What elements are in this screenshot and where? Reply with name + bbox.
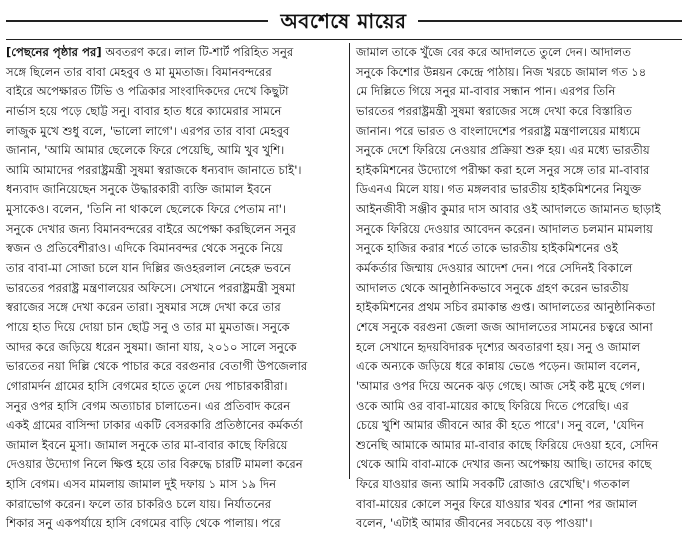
article-line [6,416,343,436]
article-line [356,161,682,181]
article-line-text: জামাল ইবনে মুসা। জামাল সনুকে তার মা-বাবার কাছে ফিরিয়ে [6,437,288,452]
article-line-text: বাইরে অপেক্ষারত টিভি ও পত্রিকার সাংবাদিকদের দেখে কিছুটা [6,84,289,99]
article-line-text: কারাভোগ করেন। ফলে তার চাকরিও চলে যায়। নির্যাতনের [6,496,272,511]
article-line [6,436,343,456]
article-line-text: সনুকে ফিরিয়ে দেওয়ার আবেদন করেন। আদালত চলমান মামলায় [356,221,653,236]
article-line-text: থেকে আমি বাবা-মাকে দেখার জন্য অপেক্ষায় আছি। তাদের কাছে [356,457,652,472]
article-line-text: তার বাবা-মা সোজা চলে যান দিল্লির জওহরলাল নেহেরু ভবনে [6,261,291,276]
article-line-text: সনুকে হাজির করার শর্তে তাকে ভারতীয় হাইকমিশনের ওই [356,241,618,256]
article-line [356,377,682,397]
article-line [356,180,682,200]
article-line [6,495,343,515]
article-line-text: অবতরণ করে। লাল টি-শার্ট পরিহিত সনুর [101,45,294,59]
article-line [356,239,682,259]
article-line-text: শুনেছি আমাকে আমার মা-বাবার কাছে ফিরিয়ে দেওয়া হবে, সেদিন [356,437,659,452]
article-line [6,338,343,358]
article-line [356,416,682,436]
article-line [6,279,343,299]
article-line-text: ভারতের পররাষ্ট্রমন্ত্রী সুষমা স্বরাজের সঙ্গে দেখা করে বিস্তারিত [356,103,632,118]
column-divider [349,43,350,479]
article-line [6,259,343,279]
article-line-text: আমি আমাদের পররাষ্ট্রমন্ত্রী সুষমা স্বরাজকে ধন্যবাদ জানাতে চাই'। [6,162,302,177]
article-line [6,102,343,122]
article-line-text: বাবা-মায়ের কোলে সনুর ফিরে যাওয়ার খবর শোনা পর জামাল [356,496,638,511]
article-line [6,239,343,259]
article-line [356,338,682,358]
article-line-text: কর্মকর্তার জিম্মায় দেওয়ার আদেশ দেন। পরে সেদিনই বিকালে [356,261,633,276]
article-line [6,318,343,338]
article-line [356,436,682,456]
top-rule [6,39,682,40]
article-line [6,357,343,377]
article-line [356,43,682,63]
article-line [356,495,682,515]
article-line [6,298,343,318]
article-line [356,397,682,417]
article-line-text: শেষে সনুকে বরগুনা জেলা জজ আদালতের সামনের চত্বরে আনা [356,319,653,334]
article-line-text: মে দিল্লিতে গিয়ে সনুর মা-বাবার সন্ধান পান। এরপর তিনি [356,84,616,99]
article-line [6,220,343,240]
article-line-text: ভারতের পররাষ্ট্র মন্ত্রণালয়ের অফিসে। সেখানে পররাষ্ট্রমন্ত্রী সুষমা [6,280,296,295]
article-line-text: ভারতের নয়া দিল্লি থেকে পাচার করে বরগুনার বেতাগী উপজেলার [6,359,308,374]
article-line-text: দেওয়ার উদ্যোগ নিলে ক্ষিপ্ত হয়ে তার বিরুদ্ধে চারটি মামলা করেন [6,457,303,472]
article-line-text: সনুকে দেশে ফিরিয়ে নেওয়ার প্রক্রিয়া শুরু হয়। এর মধ্যে ভারতীয় [356,143,650,158]
article-line-text: স্বজন ও প্রতিবেশীরাও। এদিকে বিমানবন্দর থেকে সনুকে নিয়ে [6,241,283,256]
article-line [356,102,682,122]
article-line-text: আদর করে জড়িয়ে ধরেন সুষমা। জানা যায়, ২০১০ সালে সনুকে [6,339,297,354]
article-line-text: সঙ্গে ছিলেন তার বাবা মেহবুব ও মা মুমতাজ। বিমানবন্দরের [6,64,272,79]
article-line [6,63,343,83]
article-line-text: আইনজীবী সঞ্জীব কুমার দাস আবার ওই আদালতে জামানত ছাড়াই [356,202,661,217]
article-line [6,180,343,200]
article-line-text: একই গ্রামের বাসিন্দা ঢাকার একটি বেসরকারি প্রতিষ্ঠানের কর্মকর্তা [6,418,303,433]
article-column-right [356,43,682,531]
article-line [6,82,343,102]
article-line-text: শিকার সনু একপর্যায়ে হাসি বেগমের বাড়ি থেকে পালায়। পরে [6,516,281,531]
headline: অবশেষে মায়ের [280,9,407,33]
article-line [356,122,682,142]
article-column-left [6,43,343,531]
article-line [356,318,682,338]
article-line-text: গোরামর্দন গ্রামের হাসি বেগমের হাতে তুলে দেয় পাচারকারীরা। [6,378,288,393]
article-line-text: জানান। পরে ভারত ও বাংলাদেশের পররাষ্ট্র মন্ত্রণালয়ের মাধ্যমে [356,123,641,138]
article-line [6,200,343,220]
article-line [6,141,343,161]
article-line-text: হাইকমিশনের প্রথম সচিব রমাকান্ত গুপ্ত। আদালতের আনুষ্ঠানিকতা [356,300,656,315]
article-line [356,455,682,475]
article-line-text: জামাল তাকে খুঁজে বের করে আদালতে তুলে দেন। আদালত [356,45,631,59]
article-line-text: জানান, 'আমি আমার ছেলেকে ফিরে পেয়েছি, আমি খুব খুশি। [6,143,285,158]
article-line-text: ডিএনএ মিলে যায়। গত মঙ্গলবার ভারতীয় হাইকমিশনের নিযুক্ত [356,182,642,197]
article-line-text: হাইকমিশনের উদ্যোগে পরীক্ষা করা হলে সনুর সঙ্গে তার মা-বাবার [356,162,650,177]
article-line-text: মুসাকেও। বলেন, 'তিনি না থাকলে ছেলেকে ফিরে পেতাম না'। [6,202,287,217]
article-line-text: ওকে আমি ওর বাবা-মায়ের কাছে ফিরিয়ে দিতে পেরেছি। এর [356,398,629,413]
article-line [356,63,682,83]
article-line-text: হলে সেখানে হৃদয়বিদারক দৃশ্যের অবতারণা হয়। সনু ও জামাল [356,339,641,354]
article-line [6,122,343,142]
article-line [356,220,682,240]
article-line [6,377,343,397]
article-line [356,82,682,102]
article-line-text: নার্ভাস হয়ে পড়ে ছোট্ট সনু। বাবার হাত ধরে ক্যামেরার সামনে [6,103,282,118]
article-line [356,279,682,299]
article-line-text: ফিরে যাওয়ার জন্য আমি সবকটি রোজাও রেখেছি'। গতকাল [356,477,630,492]
article-line [356,298,682,318]
article-line [6,397,343,417]
continued-from-kicker: [পেছনের পৃষ্ঠার পর] [6,45,102,59]
article-line-text: 'আমার ওপর দিয়ে অনেক ঝড় গেছে। আজ সেই কষ্ট মুছে গেল। [356,378,645,393]
article-line [356,200,682,220]
article-line-text: সনুকে কিশোর উন্নয়ন কেন্দ্রে পাঠায়। নিজ খরচে জামাল গত ১৪ [356,64,647,79]
article-line [356,141,682,161]
article-line-text: বলেন, 'এটাই আমার জীবনের সবচেয়ে বড় পাওয়া'। [356,516,593,531]
article-line [356,475,682,495]
article-line [356,514,682,534]
article-line-text: সনুর ওপর হাসি বেগম অত্যাচার চালাতেন। এর প্রতিবাদ করেন [6,398,291,413]
article-line [6,455,343,475]
article-line [356,357,682,377]
article-line-text: একে অন্যকে জড়িয়ে ধরে কান্নায় ভেঙে পড়েন। জামাল বলেন, [356,359,641,374]
article-line-text: আদালত থেকে আনুষ্ঠানিকভাবে সনুকে গ্রহণ করেন ভারতীয় [356,280,629,295]
article-line [6,514,343,534]
article-line [356,259,682,279]
article-line [6,43,343,63]
article-line [6,161,343,181]
article-line-text: সনুকে দেখার জন্য বিমানবন্দরের বাইরে অপেক্ষা করছিলেন সনুর [6,221,296,236]
article-line-text: লাজুক মুখে শুধু বলে, 'ভালো লাগে'। এরপর তার বাবা মেহবুব [6,123,290,138]
article-line-text: চেয়ে খুশি আমার জীবনে আর কী হতে পারে'। সনু বলে, 'যেদিন [356,418,644,433]
article-line-text: হাসি বেগম। এসব মামলায় জামাল দুই দফায় ১ মাস ১৯ দিন [6,477,277,492]
article-line [6,475,343,495]
article-line-text: স্বরাজের সঙ্গে দেখা করেন তারা। সুষমার সঙ্গে দেখা করে তার [6,300,281,315]
article-line-text: ধন্যবাদ জানিয়েছেন সনুকে উদ্ধারকারী ব্যক্তি জামাল ইবনে [6,182,272,197]
article-line-text: পায়ে হাত দিয়ে দোয়া চান ছোট্ট সনু ও তার মা মুমতাজ। সনুকে [6,319,290,334]
